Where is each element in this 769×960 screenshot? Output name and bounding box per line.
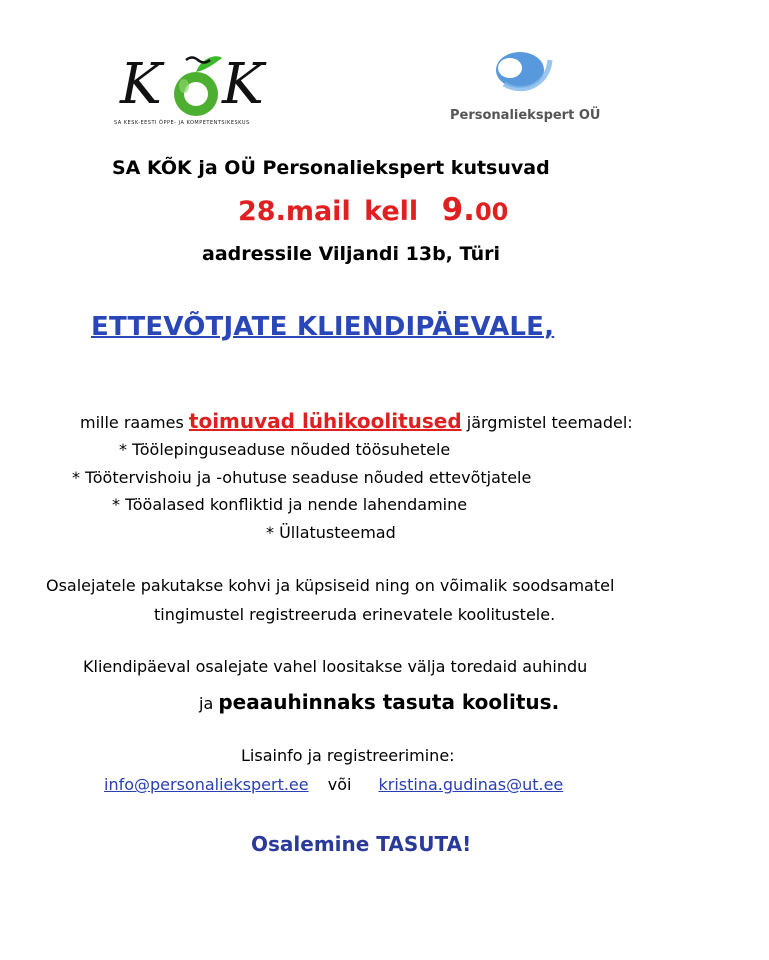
event-hour: 9.: [441, 192, 475, 228]
intro-highlight: toimuvad lühikoolitused: [188, 409, 462, 433]
kok-tagline: SA KESK-EESTI ÕPPE- JA KOMPETENTSIKESKUS: [114, 120, 250, 126]
topic-item: * Töötervishoiu ja -ohutuse seaduse nõuded ettevõtjatele: [72, 468, 532, 487]
intro-line: [80, 409, 633, 433]
event-date: 28.mail: [238, 196, 351, 227]
prize-prefix: ja: [199, 694, 219, 713]
topic-item: * Üllatusteemad: [266, 523, 396, 542]
main-title: ETTEVÕTJATE KLIENDIPÄEVALE,: [91, 312, 555, 342]
email-link-kristina[interactable]: kristina.gudinas@ut.ee: [378, 775, 564, 794]
main-prize: peaauhinnaks tasuta koolitus: [218, 690, 552, 714]
personaliekspert-logo-graphic: [448, 44, 638, 114]
address-line: aadressile Viljandi 13b, Türi: [202, 243, 501, 265]
coffee-paragraph-line1: Osalejatele pakutakse kohvi ja küpsiseid ning on võimalik soodsamatel: [46, 576, 615, 595]
prize-paragraph-line2: [199, 690, 559, 714]
kok-letter-k2: K: [222, 52, 264, 117]
contact-line: [104, 775, 563, 794]
kok-letter-k1: K: [120, 52, 162, 117]
kok-logo: [110, 44, 300, 134]
personaliekspert-logo: [448, 44, 638, 134]
prize-paragraph-line1: Kliendipäeval osalejate vahel loositakse välja toredaid auhindu: [83, 657, 588, 676]
contact-separator: või: [327, 775, 352, 794]
personaliekspert-name: Personaliekspert OÜ: [450, 108, 601, 123]
prize-suffix: .: [551, 690, 560, 714]
kell-label: kell: [364, 196, 419, 227]
email-link-personaliekspert[interactable]: info@personaliekspert.ee: [104, 775, 309, 794]
intro-before: mille raames: [80, 413, 189, 432]
date-time-line: [238, 192, 508, 228]
topic-item: * Tööalased konfliktid ja nende lahendamine: [112, 495, 468, 514]
contact-label: Lisainfo ja registreerimine:: [241, 746, 455, 765]
invite-line: SA KÕK ja OÜ Personaliekspert kutsuvad: [112, 157, 550, 179]
intro-after: järgmistel teemadel:: [461, 413, 633, 432]
coffee-paragraph-line2: tingimustel registreeruda erinevatele koolitustele.: [154, 605, 556, 624]
leaf-icon: [196, 56, 222, 72]
event-minutes: 00: [474, 198, 509, 226]
topic-item: * Töölepinguseaduse nõuded töösuhetele: [119, 440, 451, 459]
free-participation-note: Osalemine TASUTA!: [251, 832, 472, 856]
